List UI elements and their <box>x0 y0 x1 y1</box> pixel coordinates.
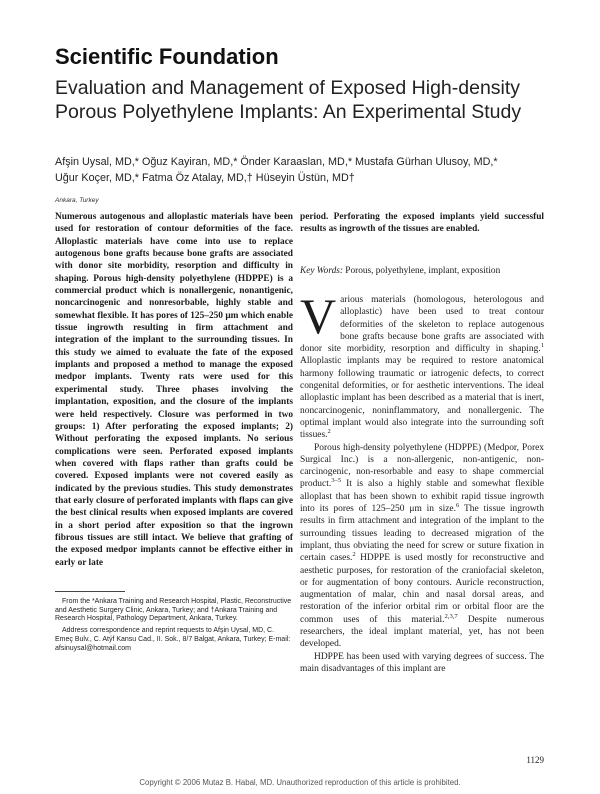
copyright-notice: Copyright © 2006 Mutaz B. Habal, MD. Unauthorized reproduction of this article is prohibited. <box>139 778 461 787</box>
keywords-value: Porous, polyethylene, implant, exposition <box>345 266 501 276</box>
body-text: Alloplastic implants may be required to restore anatomical harmony following traumatic or iatrogenic defects, to correct congenital deformities, or for aesthetic interventions. The ideal alloplastic implant has been described as a material that is inert, noncarcinogenic, noninflammatory, and nonallergenic. The optimal implant would also integrate into the surrounding soft tissues. <box>300 356 544 441</box>
author-location: Ankara, Turkey <box>55 197 99 204</box>
body-paragraph-3: HDPPE has been used with varying degrees of success. The main disadvantages of this implant are <box>300 651 544 674</box>
footnotes <box>55 598 293 656</box>
citation: 2,3,7 <box>444 612 458 620</box>
affiliation-b: †Ankara Training and Research Hospital, Pathology Department, Ankara, Turkey. <box>55 606 278 623</box>
abstract-left-column: Numerous autogenous and alloplastic materials have been used for restoration of contour deformities of the face. Alloplastic materials have come into use to replace autogenous bone grafts because bone grafts are associated with donor site morbidity, resorption and difficulty in shaping. Porous high-density polyethylene (HDPPE) is a commercial product which is nonallergenic, nonantigenic, noncarcinogenic and nonresorbable, highly stable and somewhat flexible. It has pores of 125–250 μm which enable tissue ingrowth resulting in firm attachment and integration of the implant to the surrounding tissues. In this study we aimed to evaluate the fate of the exposed implants and proposed a method to manage the exposed medpor implants. Twenty rats were used for this experimental study. Three phases involving the implantation, exposition, and the closure of the implants were held respectively. Closure was performed in two groups: 1) After perforating the exposed implants; 2) Without perforating the exposed implants. No serious complications were seen. Perforated exposed implants when covered with flaps rather than grafts could be covered. Exposed implants were not covered easily as indicated by the previous studies. This study demonstrates that early closure of perforated implants with flaps can give the best clinical results when exposed implants are covered in a short period after exposition so that the ingrown fibrous tissues are still intact. We believe that grafting of the exposed medpor implants cannot be effective either in early or late <box>55 212 293 568</box>
body-text: The tissue ingrowth results in firm attachment and integration of the implant to the surrounding tissues leading to decreased migration of the implant, thus obviating the need for screw or suture fixation in certain cases. <box>300 504 544 564</box>
author-line-2: Uğur Koçer, MD,* Fatma Öz Atalay, MD,† Hüseyin Üstün, MD† <box>55 171 355 184</box>
citation: 6 <box>455 501 460 509</box>
abstract-right-column: period. Perforating the exposed implants yield successful results as ingrowth of the tissues are enabled. <box>300 212 544 235</box>
section-heading: Scientific Foundation <box>55 44 279 69</box>
keywords-label: Key Words: <box>300 266 343 276</box>
body-text: It is also a highly stable and somewhat flexible alloplast that has been shown to exhibit rapid tissue ingrowth into its pores of 125–250 μm in size. <box>300 479 544 515</box>
citation: 2 <box>327 428 331 436</box>
body-paragraph-2 <box>300 442 544 651</box>
affiliation-a: From the *Ankara Training and Research Hospital, Plastic, Reconstructive and Aesthetic Surgery Clinic, Ankara, Turkey; and <box>55 598 292 614</box>
citation: 3–5 <box>331 477 342 485</box>
body-text: Porous high-density polyethylene (HDPPE) (Medpor, Porex Surgical Inc.) is a non-allergenic, non-antigenic, non-carcinogenic, non-resorbable and easy to shape commercial product. <box>300 442 544 490</box>
keywords <box>300 266 544 276</box>
article-body <box>300 288 544 675</box>
body-text: Despite numerous researchers, the ideal implant material, yet, has not been developed. <box>300 614 544 650</box>
citation: 2 <box>352 551 356 559</box>
page-number: 1129 <box>526 755 544 765</box>
drop-cap: V <box>300 288 337 344</box>
correspondence-note: Address correspondence and reprint requests to Afşin Uysal, MD, C. Emeç Bulv., C. Atýf Kansu Cad., II. Sok., 8/7 Balgat, Ankara, Turkey; E-mail: afsinuysal@hotmail.com <box>55 627 291 652</box>
body-paragraph-1 <box>300 288 544 442</box>
affiliation-note <box>55 598 293 624</box>
body-text: HDPPE is used mostly for reconstructive and aesthetic purposes, for restoration of the craniofacial skeleton, or for augmentation of bony contours. Auricle reconstruction, augmentation of malar, chin and nasal dorsal areas, and restoration of the inferior orbital rim or orbital floor are the common uses of this material. <box>300 553 544 625</box>
author-line-1: Afşin Uysal, MD,* Oğuz Kayiran, MD,* Önder Karaaslan, MD,* Mustafa Gürhan Ulusoy, MD,* <box>55 156 498 168</box>
author-list <box>55 155 525 186</box>
article-title: Evaluation and Management of Exposed High-density Porous Polyethylene Implants: An Experimental Study <box>55 77 522 123</box>
body-text: arious materials (homologous, heterologous and alloplastic) have been used to treat contour deformities of the skeleton to replace autogenous bone grafts because bone grafts are associated with donor site morbidity, resorption and difficulty in shaping. <box>300 295 544 355</box>
citation: 1 <box>540 342 544 350</box>
footnote-divider <box>55 591 125 592</box>
